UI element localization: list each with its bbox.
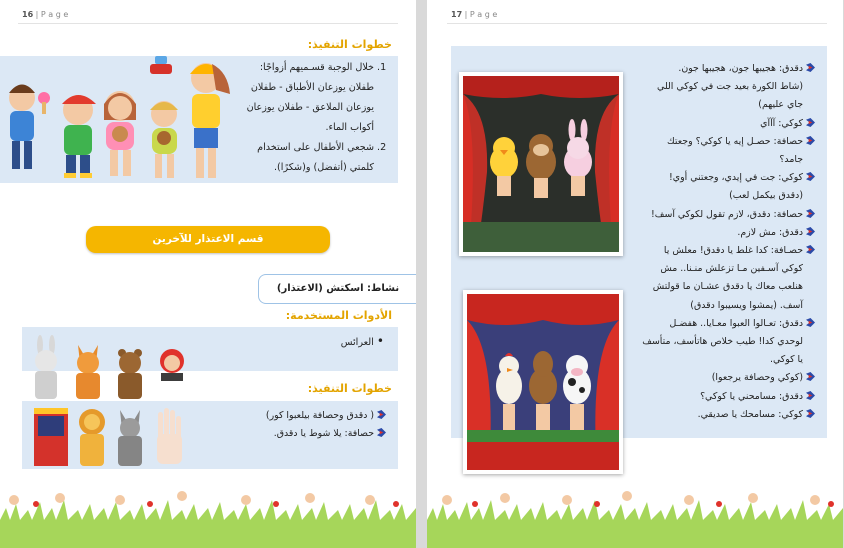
dialogue-line: دقدق: تعـالوا العبوا معـايا.. هفضـل xyxy=(669,317,803,329)
dialogue-line: (دقدق بيكمل لعب) xyxy=(729,190,803,202)
arrow-bullet-icon xyxy=(806,63,815,72)
children-illustration xyxy=(0,38,240,188)
bear-puppet-icon xyxy=(118,349,142,399)
dialogue-line: آسف. (يمشوا ويسيبوا دقدق) xyxy=(690,299,803,311)
step-line: كلمتي (أتفضل) و(شكرًا). xyxy=(273,162,374,173)
step-item xyxy=(220,138,374,178)
child-figure xyxy=(9,85,50,170)
tools-list xyxy=(264,334,384,348)
step-2-item xyxy=(176,407,386,425)
puppet-show-photo-2 xyxy=(463,290,623,474)
arrow-bullet-icon xyxy=(806,227,815,236)
dialogue-line: (شاط الكورة بعيد جت في كوكي اللي xyxy=(657,81,803,93)
hand-icon xyxy=(157,408,182,464)
execution-steps-title-2: خطوات التنفيذ: xyxy=(307,382,392,395)
rabbit-puppet-icon xyxy=(35,335,57,399)
dialogue-line: دقدق: هجيبها جون، هجيبها جون. xyxy=(678,63,803,74)
child-figure xyxy=(150,101,178,178)
dialogue-line: لوحدي كدا! طيب خلاص هاتأسف، متأسف xyxy=(642,336,803,348)
dialogue-item xyxy=(625,133,815,169)
lion-puppet-icon xyxy=(79,409,105,466)
section-banner: قسم الاعتذار للآخرين xyxy=(86,226,330,253)
arrow-bullet-icon xyxy=(806,245,815,254)
dialogue-item xyxy=(625,206,815,224)
arrow-bullet-icon xyxy=(806,409,815,418)
right-page xyxy=(427,0,843,548)
header-rule xyxy=(18,23,398,24)
step-line: طفلان يوزعان الأطباق - طفلان xyxy=(250,82,374,93)
dialogue-line: حصافة: حصـل إيه يا كوكي؟ وجعتك xyxy=(667,135,803,147)
arrow-bullet-icon xyxy=(806,136,815,145)
steps-2-list xyxy=(176,407,386,443)
dialogue-item xyxy=(625,369,815,387)
tools-title: الأدوات المستخدمة: xyxy=(285,309,392,322)
puppet-show-photo-1 xyxy=(459,72,623,256)
step-item xyxy=(220,58,374,138)
execution-steps-title: خطوات التنفيذ: xyxy=(307,38,392,51)
tools-item: العرائس xyxy=(340,337,374,348)
page-header xyxy=(22,10,68,19)
grass-footer xyxy=(0,490,416,548)
dialogue-line: يا كوكي. xyxy=(769,354,803,366)
fox-puppet-icon xyxy=(76,345,100,399)
step-line: أكواب الماء. xyxy=(325,122,374,133)
page-header xyxy=(451,10,497,19)
page-number: 17 xyxy=(451,10,463,19)
arrow-bullet-icon xyxy=(806,118,815,127)
dialogue-item xyxy=(625,169,815,205)
dialogue-item xyxy=(625,115,815,133)
puppets-row-1 xyxy=(30,333,196,399)
dialogue-item xyxy=(625,315,815,370)
dialogue-line: كوكي آسـفين مـا تزعلش منـنا.. مش xyxy=(660,263,803,275)
dialogue-line: دقدق: مسامحني يا كوكي؟ xyxy=(700,390,803,402)
dialogue-line: كوكي: مسامحك يا صديقي. xyxy=(697,408,803,420)
dialogue-item xyxy=(625,224,815,242)
page-word: P a g e xyxy=(40,10,69,19)
activity-title-box xyxy=(258,274,416,304)
steps-list xyxy=(220,58,388,178)
left-page xyxy=(0,0,416,548)
step-2-text: حصافة: يلا شوط يا دقدق. xyxy=(273,428,374,440)
puppets-row-2 xyxy=(30,404,196,468)
page-word: P a g e xyxy=(469,10,498,19)
bullet-icon: • xyxy=(376,334,384,348)
step-2-item xyxy=(176,425,386,443)
dialogue-line: جاي عليهم) xyxy=(758,99,803,111)
page-separator: | xyxy=(462,10,470,19)
dialogue-line: حصـافة: كدا غلط يا دقدق! معلش يا xyxy=(663,245,803,257)
page-separator: | xyxy=(33,10,41,19)
dialogue-line: هنلعب معاك يا دقدق عشـان ما قولتش xyxy=(652,281,803,293)
page-number: 16 xyxy=(22,10,34,19)
arrow-bullet-icon xyxy=(806,318,815,327)
wolf-puppet-icon xyxy=(118,410,142,466)
arrow-bullet-icon xyxy=(806,391,815,400)
dialogue-item xyxy=(625,406,815,424)
dialogue-item xyxy=(625,388,815,406)
dialogue-line: جامد؟ xyxy=(779,154,803,166)
theater-booth-icon xyxy=(34,408,68,466)
child-figure xyxy=(104,91,136,176)
puppet-show-image xyxy=(463,290,623,474)
arrow-bullet-icon xyxy=(806,209,815,218)
arrow-bullet-icon xyxy=(806,172,815,181)
step-line: خلال الوجبة قسـميهم أزواجًا: xyxy=(259,62,374,73)
dialogue-line: كوكي: جت في إيدي، وجعتني أوي! xyxy=(669,172,803,184)
dialogue-line: (كوكي وحصافة يرجعوا) xyxy=(711,372,803,384)
arrow-bullet-icon xyxy=(806,372,815,381)
puppet-show-image xyxy=(459,72,623,256)
activity-title: نشاط: اسكتش (الاعتذار) xyxy=(276,283,400,294)
step-line: يوزعان الملاعق - طفلان يوزعان xyxy=(246,102,374,113)
step-2-text: ( دقدق وحصافة بيلعبوا كور) xyxy=(265,410,374,421)
child-figure xyxy=(62,95,96,178)
header-rule xyxy=(447,23,827,24)
step-line: شجعي الأطفال على استخدام xyxy=(257,142,374,153)
girl-puppet-icon xyxy=(160,349,184,399)
dialogue-line: حصافة: دقدق، لازم تقول لكوكي آسف! xyxy=(651,208,803,220)
dialogue-list xyxy=(625,60,815,424)
arrow-bullet-icon xyxy=(377,428,386,437)
dialogue-item xyxy=(625,60,815,115)
grass-footer xyxy=(427,490,843,548)
dialogue-line: كوكي: آآآي xyxy=(760,117,803,129)
arrow-bullet-icon xyxy=(377,410,386,419)
dialogue-item xyxy=(625,242,815,315)
dialogue-line: دقدق: مش لازم. xyxy=(737,226,803,238)
